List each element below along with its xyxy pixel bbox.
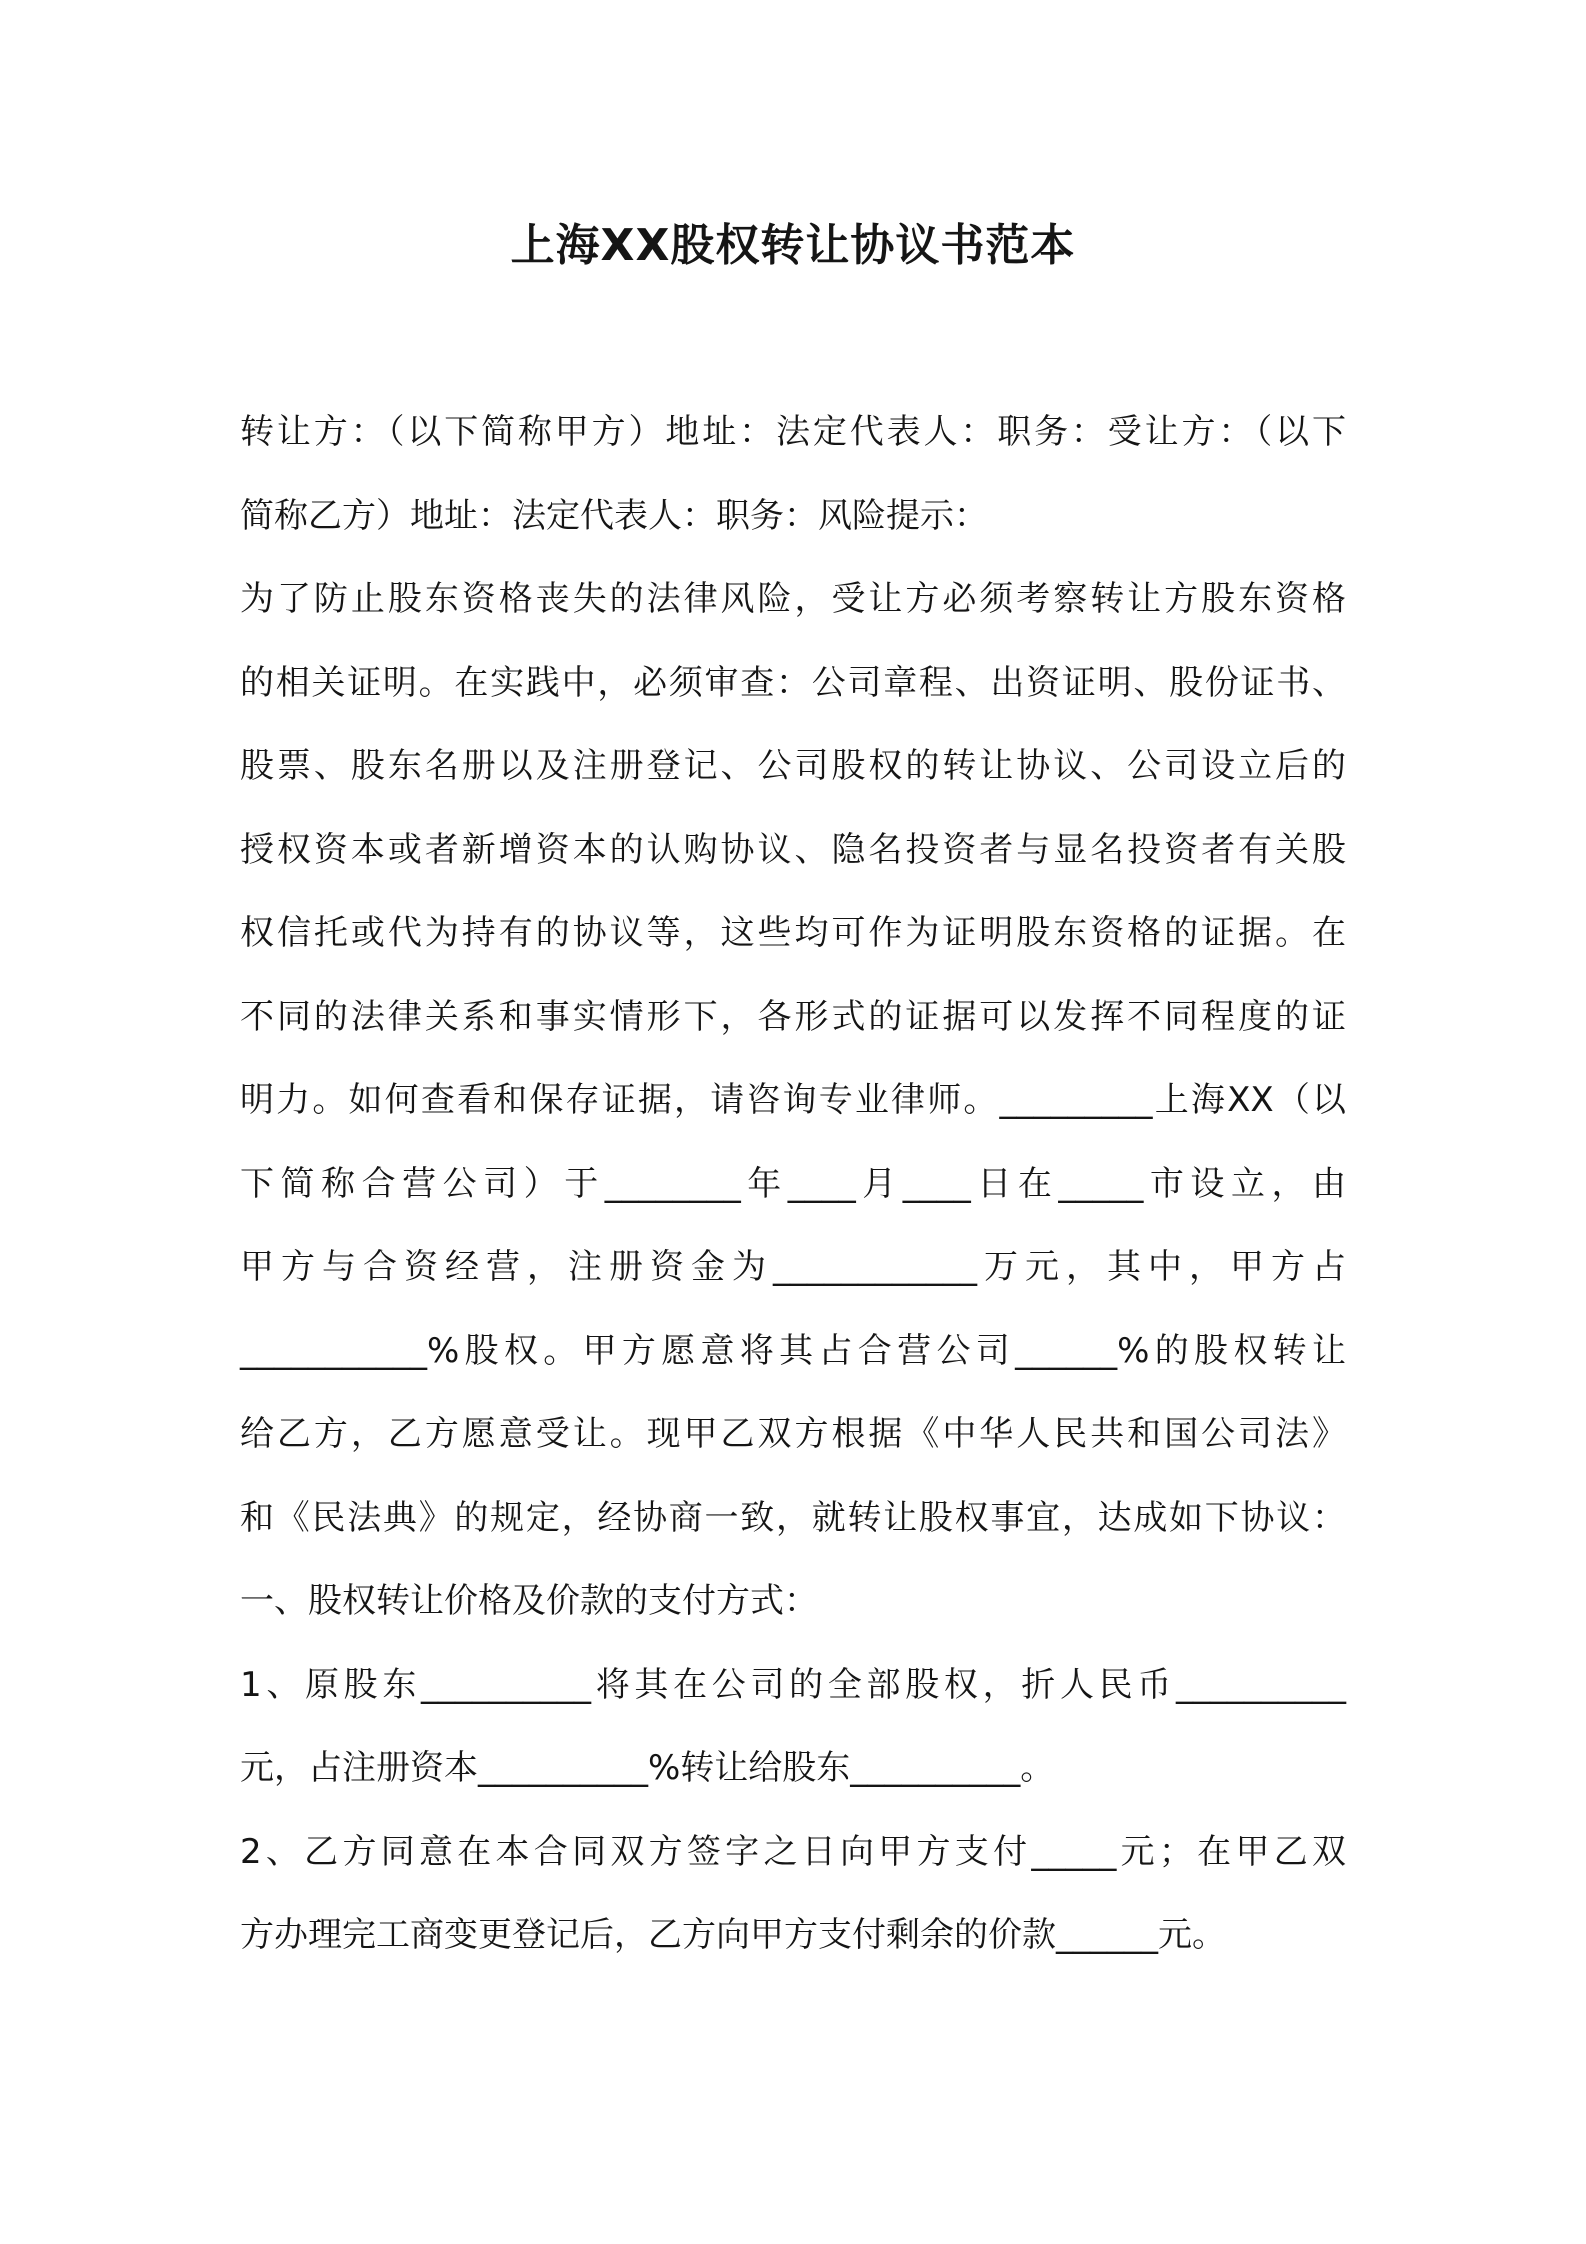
risk-notice-line: 为了防止股东资格丧失的法律风险，受让方必须考察转让方股东资格 — [240, 579, 1346, 619]
risk-notice-line: 权信托或代为持有的协议等，这些均可作为证明股东资格的证据。在 — [240, 913, 1346, 953]
clause-2-line: 方办理完工商变更登记后，乙方向甲方支付剩余的价款______元。 — [240, 1915, 1226, 1955]
preamble-line: 下简称合营公司）于________年____月____日在_____市设立，由 — [240, 1163, 1346, 1204]
clause-1-line: 1、原股东__________将其在公司的全部股权，折人民币__________ — [240, 1664, 1346, 1705]
document-title: 上海XX股权转让协议书范本 — [510, 220, 1076, 271]
clause-2-line: 2、乙方同意在本合同双方签字之日向甲方支付_____元；在甲乙双 — [240, 1831, 1346, 1872]
risk-notice-line: 授权资本或者新增资本的认购协议、隐名投资者与显名投资者有关股 — [240, 829, 1346, 870]
preamble-line: 明力。如何查看和保存证据，请咨询专业律师。_________上海XX（以 — [240, 1080, 1346, 1120]
preamble-line: 和《民法典》的规定，经协商一致，就转让股权事宜，达成如下协议： — [240, 1497, 1346, 1538]
party-info-line: 简称乙方）地址：法定代表人：职务：风险提示： — [240, 495, 988, 536]
risk-notice-line: 不同的法律关系和事实情形下，各形式的证据可以发挥不同程度的证 — [240, 996, 1346, 1037]
preamble-line: 甲方与合资经营，注册资金为____________万元，其中，甲方占 — [240, 1247, 1346, 1287]
risk-notice-line: 股票、股东名册以及注册登记、公司股权的转让协议、公司设立后的 — [240, 746, 1346, 786]
preamble-line: 给乙方，乙方愿意受让。现甲乙双方根据《中华人民共和国公司法》 — [240, 1414, 1346, 1454]
section-heading: 一、股权转让价格及价款的支付方式： — [240, 1581, 818, 1621]
document-body — [240, 391, 1346, 1978]
clause-1-line: 元，占注册资本__________%转让给股东__________。 — [240, 1748, 1055, 1788]
preamble-line: ___________%股权。甲方愿意将其占合营公司______%的股权转让 — [240, 1330, 1346, 1371]
party-info-line: 转让方：（以下简称甲方）地址：法定代表人：职务：受让方：（以下 — [240, 412, 1346, 452]
risk-notice-line: 的相关证明。在实践中，必须审查：公司章程、出资证明、股份证书、 — [240, 662, 1346, 703]
